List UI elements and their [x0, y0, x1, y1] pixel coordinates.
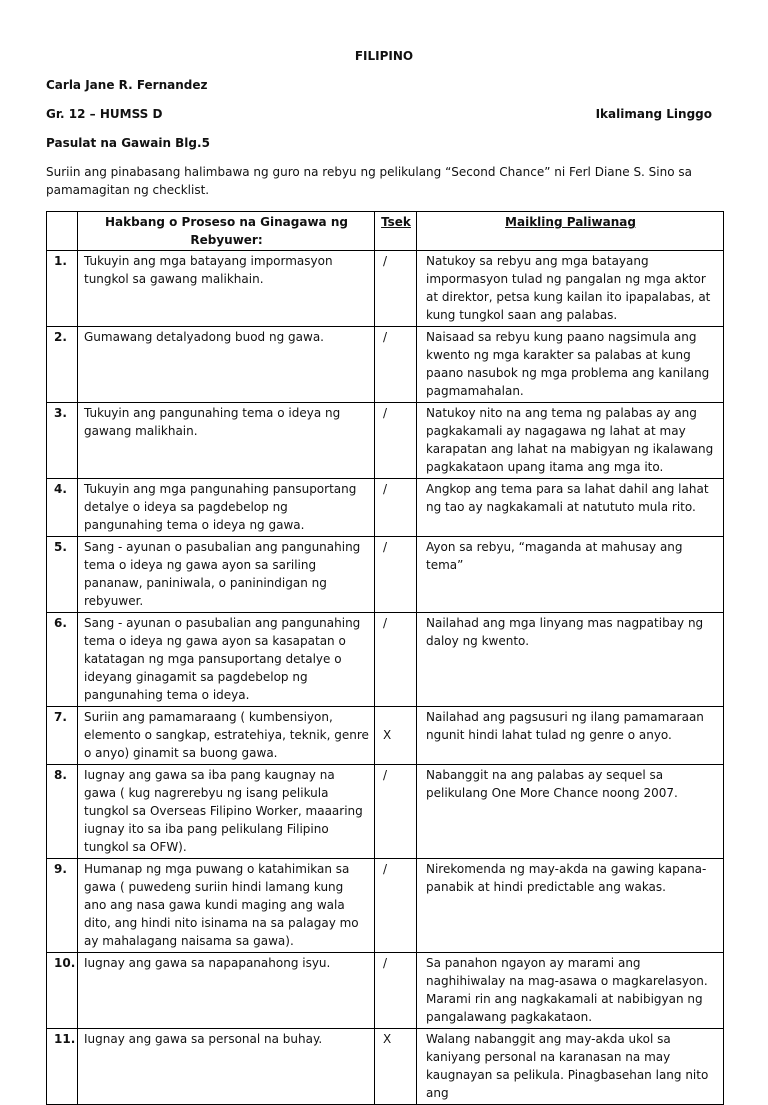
table-row — [47, 251, 724, 327]
table-body — [47, 251, 724, 1105]
instructions-text: Suriin ang pinabasang halimbawa ng guro na rebyu ng pelikulang “Second Chance” ni Ferl Diane S. Sino sa pamamagitan ng checklist. — [46, 165, 693, 197]
row-step: Tukuyin ang mga batayang impormasyon tungkol sa gawang malikhain. — [78, 251, 375, 327]
table-row — [47, 707, 724, 765]
row-explanation: Nirekomenda ng may-akda na gawing kapana-panabik at hindi predictable ang wakas. — [417, 859, 724, 953]
document-title: FILIPINO — [354, 49, 414, 63]
row-check: / — [375, 327, 417, 403]
header-explanation — [417, 212, 724, 251]
grade-section: Gr. 12 – HUMSS D — [46, 107, 163, 121]
header-check — [375, 212, 417, 251]
row-step: Iugnay ang gawa sa napapanahong isyu. — [78, 953, 375, 1029]
row-step: Suriin ang pamamaraang ( kumbensiyon, elemento o sangkap, estratehiya, teknik, genre o anyo) ginamit sa buong gawa. — [78, 707, 375, 765]
row-check: / — [375, 403, 417, 479]
row-number: 11. — [47, 1029, 78, 1105]
table-row — [47, 537, 724, 613]
row-explanation: Nabanggit na ang palabas ay sequel sa pelikulang One More Chance noong 2007. — [417, 765, 724, 859]
row-number: 6. — [47, 613, 78, 707]
row-number: 9. — [47, 859, 78, 953]
row-check: / — [375, 613, 417, 707]
row-check: / — [375, 251, 417, 327]
row-explanation: Sa panahon ngayon ay marami ang naghihiwalay na mag-asawa o magkarelasyon. Marami rin ang nagkakamali at nabibigyan ng pangalawang pagkakataon. — [417, 953, 724, 1029]
row-check: X — [375, 1029, 417, 1105]
table-row — [47, 859, 724, 953]
row-check: / — [375, 765, 417, 859]
row-number: 8. — [47, 765, 78, 859]
table-row — [47, 479, 724, 537]
row-step: Humanap ng mga puwang o katahimikan sa gawa ( puwedeng suriin hindi lamang kung ano ang nasa gawa kundi maging ang wala dito, ang hindi nito isinama na sa palagay mo ay mahalagang naisama sa gawa). — [78, 859, 375, 953]
row-explanation: Nailahad ang mga linyang mas nagpatibay ng daloy ng kwento. — [417, 613, 724, 707]
row-number: 1. — [47, 251, 78, 327]
table-row — [47, 327, 724, 403]
row-step: Sang - ayunan o pasubalian ang pangunahing tema o ideya ng gawa ayon sa sariling pananaw, paniniwala, o paninindigan ng rebyuwer. — [78, 537, 375, 613]
row-step: Tukuyin ang pangunahing tema o ideya ng gawang malikhain. — [78, 403, 375, 479]
header-check-label: Tsek — [381, 215, 411, 229]
row-explanation: Natukoy sa rebyu ang mga batayang impormasyon tulad ng pangalan ng mga aktor at direktor, petsa kung kailan ito ipapalabas, at kung tungkol saan ang palabas. — [417, 251, 724, 327]
row-check: / — [375, 859, 417, 953]
row-explanation: Ayon sa rebyu, “maganda at mahusay ang tema” — [417, 537, 724, 613]
row-step: Iugnay ang gawa sa personal na buhay. — [78, 1029, 375, 1105]
row-check: X — [375, 707, 417, 765]
table-row — [47, 953, 724, 1029]
row-number: 5. — [47, 537, 78, 613]
row-number: 7. — [47, 707, 78, 765]
row-explanation: Natukoy nito na ang tema ng palabas ay ang pagkakamali ay nagagawa ng lahat at may karapatan ang lahat na mabigyan ng ikalawang pagkakataon upang itama ang mga ito. — [417, 403, 724, 479]
table-row — [47, 765, 724, 859]
row-step: Sang - ayunan o pasubalian ang pangunahing tema o ideya ng gawa ayon sa kasapatan o katatagan ng mga pansuportang detalye o ideyang ginagamit sa pagdebelop ng pangunahing tema o ideya. — [78, 613, 375, 707]
row-number: 2. — [47, 327, 78, 403]
checklist-table — [46, 211, 724, 1105]
row-explanation: Angkop ang tema para sa lahat dahil ang lahat ng tao ay nagkakamali at natututo mula rito. — [417, 479, 724, 537]
row-explanation: Naisaad sa rebyu kung paano nagsimula ang kwento ng mga karakter sa palabas at kung paano nasubok ng mga problema ang kanilang pagmamahalan. — [417, 327, 724, 403]
row-number: 3. — [47, 403, 78, 479]
row-check: / — [375, 537, 417, 613]
row-step: Tukuyin ang mga pangunahing pansuportang detalye o ideya sa pagdebelop ng pangunahing tema o ideya ng gawa. — [78, 479, 375, 537]
table-row — [47, 1029, 724, 1105]
header-step: Hakbang o Proseso na Ginagawa ng Rebyuwer: — [78, 212, 375, 251]
header-number — [47, 212, 78, 251]
row-explanation: Nailahad ang pagsusuri ng ilang pamamaraan ngunit hindi lahat tulad ng genre o anyo. — [417, 707, 724, 765]
row-step: Iugnay ang gawa sa iba pang kaugnay na gawa ( kug nagrerebyu ng isang pelikula tungkol sa Overseas Filipino Worker, maaaring iugnay ito sa iba pang pelikulang Filipino tungkol sa OFW). — [78, 765, 375, 859]
row-explanation: Walang nabanggit ang may-akda ukol sa kaniyang personal na karanasan na may kaugnayan sa pelikula. Pinagbasehan lang nito ang — [417, 1029, 724, 1105]
table-row — [47, 613, 724, 707]
header-explanation-label: Maikling Paliwanag — [505, 215, 636, 229]
row-check: / — [375, 953, 417, 1029]
activity-title: Pasulat na Gawain Blg.5 — [46, 136, 210, 150]
row-step: Gumawang detalyadong buod ng gawa. — [78, 327, 375, 403]
week-label: Ikalimang Linggo — [595, 107, 712, 121]
row-number: 10. — [47, 953, 78, 1029]
row-check: / — [375, 479, 417, 537]
student-name: Carla Jane R. Fernandez — [46, 78, 208, 92]
table-header-row — [47, 212, 724, 251]
table-row — [47, 403, 724, 479]
row-number: 4. — [47, 479, 78, 537]
